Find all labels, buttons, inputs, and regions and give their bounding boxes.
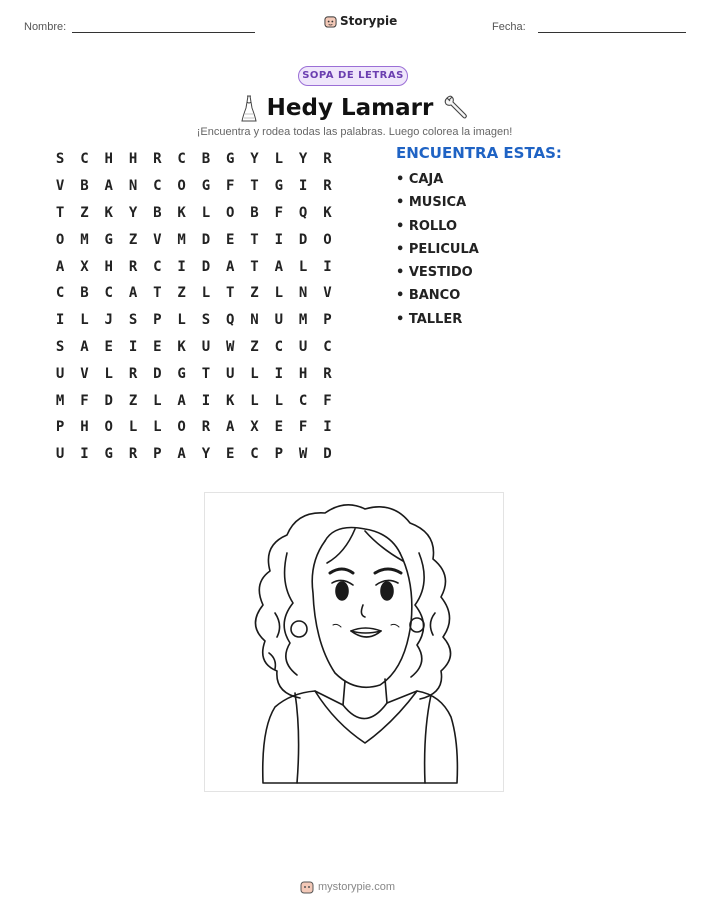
grid-letter[interactable]: E bbox=[274, 419, 284, 436]
grid-letter[interactable]: C bbox=[153, 258, 162, 275]
word-item: • BANCO bbox=[396, 288, 461, 304]
grid-letter[interactable]: Z bbox=[250, 338, 259, 355]
grid-letter[interactable]: B bbox=[153, 204, 162, 221]
grid-letter[interactable]: O bbox=[55, 231, 65, 248]
grid-letter[interactable]: H bbox=[128, 151, 138, 168]
letter-grid bbox=[48, 146, 368, 468]
grid-letter[interactable]: O bbox=[226, 204, 235, 221]
name-line bbox=[72, 32, 255, 33]
grid-letter[interactable]: U bbox=[55, 365, 65, 382]
grid-letter[interactable]: Y bbox=[298, 151, 308, 168]
grid-letter[interactable]: S bbox=[55, 151, 65, 168]
grid-row bbox=[48, 253, 368, 280]
grid-letter[interactable]: U bbox=[55, 446, 65, 463]
storypie-mascot-icon bbox=[324, 15, 337, 28]
grid-letter[interactable]: M bbox=[298, 312, 308, 329]
grid-letter[interactable]: H bbox=[104, 151, 113, 168]
grid-letter[interactable]: F bbox=[298, 419, 308, 436]
grid-letter[interactable]: L bbox=[250, 392, 259, 409]
grid-letter[interactable]: T bbox=[55, 204, 65, 221]
grid-letter[interactable]: T bbox=[201, 365, 211, 382]
grid-letter[interactable]: C bbox=[274, 338, 284, 355]
grid-letter[interactable]: I bbox=[128, 338, 138, 355]
grid-letter[interactable]: N bbox=[298, 285, 308, 302]
grid-letter[interactable]: G bbox=[201, 178, 211, 195]
wrench-icon bbox=[443, 95, 469, 121]
word-list bbox=[396, 171, 479, 334]
grid-letter[interactable]: G bbox=[274, 178, 284, 195]
grid-letter[interactable]: I bbox=[177, 258, 186, 275]
grid-letter[interactable]: C bbox=[104, 285, 113, 302]
grid-letter[interactable]: E bbox=[226, 446, 235, 463]
grid-letter[interactable]: V bbox=[323, 285, 332, 302]
grid-letter[interactable]: C bbox=[250, 446, 259, 463]
grid-letter[interactable]: L bbox=[104, 365, 113, 382]
name-label: Nombre: bbox=[24, 21, 67, 33]
grid-letter[interactable]: I bbox=[201, 392, 211, 409]
grid-letter[interactable]: A bbox=[128, 285, 138, 302]
grid-letter[interactable]: A bbox=[226, 419, 235, 436]
grid-letter[interactable]: R bbox=[323, 178, 332, 195]
grid-letter[interactable]: N bbox=[250, 312, 259, 329]
grid-letter[interactable]: M bbox=[80, 231, 89, 248]
grid-letter[interactable]: M bbox=[55, 392, 65, 409]
grid-letter[interactable]: I bbox=[55, 312, 65, 329]
grid-letter[interactable]: G bbox=[104, 231, 113, 248]
grid-letter[interactable]: C bbox=[177, 151, 186, 168]
grid-letter[interactable]: B bbox=[250, 204, 259, 221]
grid-letter[interactable]: U bbox=[298, 338, 308, 355]
grid-letter[interactable]: T bbox=[250, 258, 259, 275]
grid-letter[interactable]: P bbox=[323, 312, 332, 329]
grid-letter[interactable]: L bbox=[250, 365, 259, 382]
grid-letter[interactable]: H bbox=[80, 419, 89, 436]
grid-letter[interactable]: E bbox=[153, 338, 162, 355]
grid-letter[interactable]: J bbox=[104, 312, 113, 329]
grid-letter[interactable]: Z bbox=[128, 392, 138, 409]
grid-letter[interactable]: Q bbox=[298, 204, 308, 221]
grid-letter[interactable]: K bbox=[177, 204, 186, 221]
grid-row bbox=[48, 307, 368, 334]
grid-letter[interactable]: L bbox=[128, 419, 138, 436]
grid-letter[interactable]: O bbox=[177, 419, 186, 436]
grid-letter[interactable]: A bbox=[55, 258, 65, 275]
grid-letter[interactable]: K bbox=[226, 392, 235, 409]
page-title: Hedy Lamarr bbox=[266, 95, 434, 121]
grid-letter[interactable]: I bbox=[80, 446, 89, 463]
grid-letter[interactable]: S bbox=[55, 338, 65, 355]
grid-letter[interactable]: U bbox=[226, 365, 235, 382]
grid-row bbox=[48, 280, 368, 307]
grid-letter[interactable]: K bbox=[104, 204, 113, 221]
grid-letter[interactable]: R bbox=[201, 419, 211, 436]
grid-letter[interactable]: P bbox=[153, 446, 162, 463]
dress-icon bbox=[241, 94, 257, 122]
grid-letter[interactable]: O bbox=[177, 178, 186, 195]
grid-letter[interactable]: I bbox=[323, 258, 332, 275]
grid-letter[interactable]: L bbox=[153, 419, 162, 436]
footer bbox=[300, 880, 410, 894]
grid-letter[interactable]: C bbox=[153, 178, 162, 195]
woman-portrait-icon bbox=[205, 493, 503, 791]
grid-letter[interactable]: M bbox=[177, 231, 186, 248]
grid-letter[interactable]: A bbox=[80, 338, 89, 355]
grid-letter[interactable]: D bbox=[298, 231, 308, 248]
grid-letter[interactable]: I bbox=[274, 231, 284, 248]
grid-letter[interactable]: A bbox=[226, 258, 235, 275]
activity-badge: SOPA DE LETRAS bbox=[298, 66, 408, 86]
grid-letter[interactable]: L bbox=[274, 285, 284, 302]
grid-letter[interactable]: L bbox=[274, 151, 284, 168]
grid-letter[interactable]: L bbox=[153, 392, 162, 409]
grid-letter[interactable]: W bbox=[226, 338, 235, 355]
date-line bbox=[538, 32, 686, 33]
grid-letter[interactable]: A bbox=[177, 392, 186, 409]
word-item: • MUSICA bbox=[396, 195, 467, 211]
word-list-title: ENCUENTRA ESTAS: bbox=[396, 144, 562, 162]
grid-letter[interactable]: G bbox=[177, 365, 186, 382]
grid-letter[interactable]: C bbox=[298, 392, 308, 409]
grid-letter[interactable]: D bbox=[104, 392, 113, 409]
grid-letter[interactable]: L bbox=[80, 312, 89, 329]
grid-letter[interactable]: G bbox=[104, 446, 113, 463]
grid-letter[interactable]: V bbox=[153, 231, 162, 248]
grid-letter[interactable]: E bbox=[226, 231, 235, 248]
instructions: ¡Encuentra y rodea todas las palabras. Luego colorea la imagen! bbox=[196, 126, 513, 138]
grid-letter[interactable]: L bbox=[274, 392, 284, 409]
grid-row bbox=[48, 226, 368, 253]
grid-letter[interactable]: P bbox=[153, 312, 162, 329]
word-item: • VESTIDO bbox=[396, 265, 473, 281]
grid-letter[interactable]: O bbox=[323, 231, 332, 248]
word-item: • PELICULA bbox=[396, 241, 479, 257]
grid-letter[interactable]: U bbox=[274, 312, 284, 329]
grid-letter[interactable]: T bbox=[250, 178, 259, 195]
grid-letter[interactable]: I bbox=[323, 419, 332, 436]
grid-letter[interactable]: C bbox=[80, 151, 89, 168]
grid-letter[interactable]: B bbox=[201, 151, 211, 168]
grid-letter[interactable]: B bbox=[80, 285, 89, 302]
footer-url: mystorypie.com bbox=[318, 881, 396, 893]
grid-letter[interactable]: S bbox=[201, 312, 211, 329]
grid-row bbox=[48, 146, 368, 173]
grid-letter[interactable]: Y bbox=[201, 446, 211, 463]
grid-letter[interactable]: C bbox=[323, 338, 332, 355]
grid-letter[interactable]: X bbox=[250, 419, 259, 436]
grid-row bbox=[48, 441, 368, 468]
date-label: Fecha: bbox=[492, 21, 526, 33]
grid-letter[interactable]: A bbox=[177, 446, 186, 463]
grid-letter[interactable]: Z bbox=[128, 231, 138, 248]
grid-letter[interactable]: T bbox=[250, 231, 259, 248]
grid-row bbox=[48, 173, 368, 200]
grid-letter[interactable]: Y bbox=[128, 204, 138, 221]
grid-letter[interactable]: A bbox=[104, 178, 113, 195]
grid-letter[interactable]: G bbox=[226, 151, 235, 168]
word-item: • TALLER bbox=[396, 311, 463, 327]
grid-letter[interactable]: X bbox=[80, 258, 89, 275]
grid-letter[interactable]: L bbox=[201, 285, 211, 302]
grid-letter[interactable]: K bbox=[177, 338, 186, 355]
grid-letter[interactable]: V bbox=[55, 178, 65, 195]
grid-row bbox=[48, 334, 368, 361]
grid-letter[interactable]: P bbox=[274, 446, 284, 463]
grid-letter[interactable]: U bbox=[201, 338, 211, 355]
grid-letter[interactable]: H bbox=[298, 365, 308, 382]
grid-letter[interactable]: L bbox=[177, 312, 186, 329]
grid-letter[interactable]: D bbox=[201, 231, 211, 248]
grid-letter[interactable]: R bbox=[153, 151, 162, 168]
grid-letter[interactable]: V bbox=[80, 365, 89, 382]
grid-letter[interactable]: F bbox=[323, 392, 332, 409]
brand-name: Storypie bbox=[340, 14, 398, 28]
word-item: • ROLLO bbox=[396, 218, 458, 234]
storypie-mascot-icon bbox=[300, 880, 314, 894]
grid-letter[interactable]: N bbox=[128, 178, 138, 195]
grid-letter[interactable]: R bbox=[128, 446, 138, 463]
coloring-illustration bbox=[204, 492, 504, 792]
grid-letter[interactable]: F bbox=[226, 178, 235, 195]
grid-letter[interactable]: L bbox=[298, 258, 308, 275]
word-item: • CAJA bbox=[396, 172, 444, 187]
grid-letter[interactable]: E bbox=[104, 338, 113, 355]
grid-letter[interactable]: R bbox=[323, 151, 332, 168]
grid-letter[interactable]: T bbox=[153, 285, 162, 302]
grid-letter[interactable]: D bbox=[153, 365, 162, 382]
grid-letter[interactable]: W bbox=[298, 446, 308, 463]
brand-logo bbox=[324, 14, 397, 28]
grid-letter[interactable]: K bbox=[323, 204, 332, 221]
grid-letter[interactable]: R bbox=[128, 365, 138, 382]
grid-letter[interactable]: O bbox=[104, 419, 113, 436]
grid-letter[interactable]: F bbox=[80, 392, 89, 409]
grid-letter[interactable]: R bbox=[128, 258, 138, 275]
grid-letter[interactable]: I bbox=[298, 178, 308, 195]
grid-letter[interactable]: I bbox=[274, 365, 284, 382]
grid-letter[interactable]: S bbox=[128, 312, 138, 329]
grid-row bbox=[48, 200, 368, 227]
title-row bbox=[230, 92, 480, 124]
grid-row bbox=[48, 360, 368, 387]
grid-letter[interactable]: B bbox=[80, 178, 89, 195]
grid-letter[interactable]: F bbox=[274, 204, 284, 221]
grid-letter[interactable]: D bbox=[201, 258, 211, 275]
grid-letter[interactable]: A bbox=[274, 258, 284, 275]
grid-row bbox=[48, 414, 368, 441]
grid-letter[interactable]: H bbox=[104, 258, 113, 275]
grid-letter[interactable]: Z bbox=[80, 204, 89, 221]
grid-letter[interactable]: C bbox=[55, 285, 65, 302]
grid-letter[interactable]: P bbox=[55, 419, 65, 436]
grid-letter[interactable]: T bbox=[226, 285, 235, 302]
grid-letter[interactable]: Q bbox=[226, 312, 235, 329]
grid-letter[interactable]: D bbox=[323, 446, 332, 463]
grid-row bbox=[48, 387, 368, 414]
grid-letter[interactable]: Z bbox=[177, 285, 186, 302]
grid-letter[interactable]: Z bbox=[250, 285, 259, 302]
grid-letter[interactable]: R bbox=[323, 365, 332, 382]
grid-letter[interactable]: Y bbox=[250, 151, 259, 168]
grid-letter[interactable]: L bbox=[201, 204, 211, 221]
